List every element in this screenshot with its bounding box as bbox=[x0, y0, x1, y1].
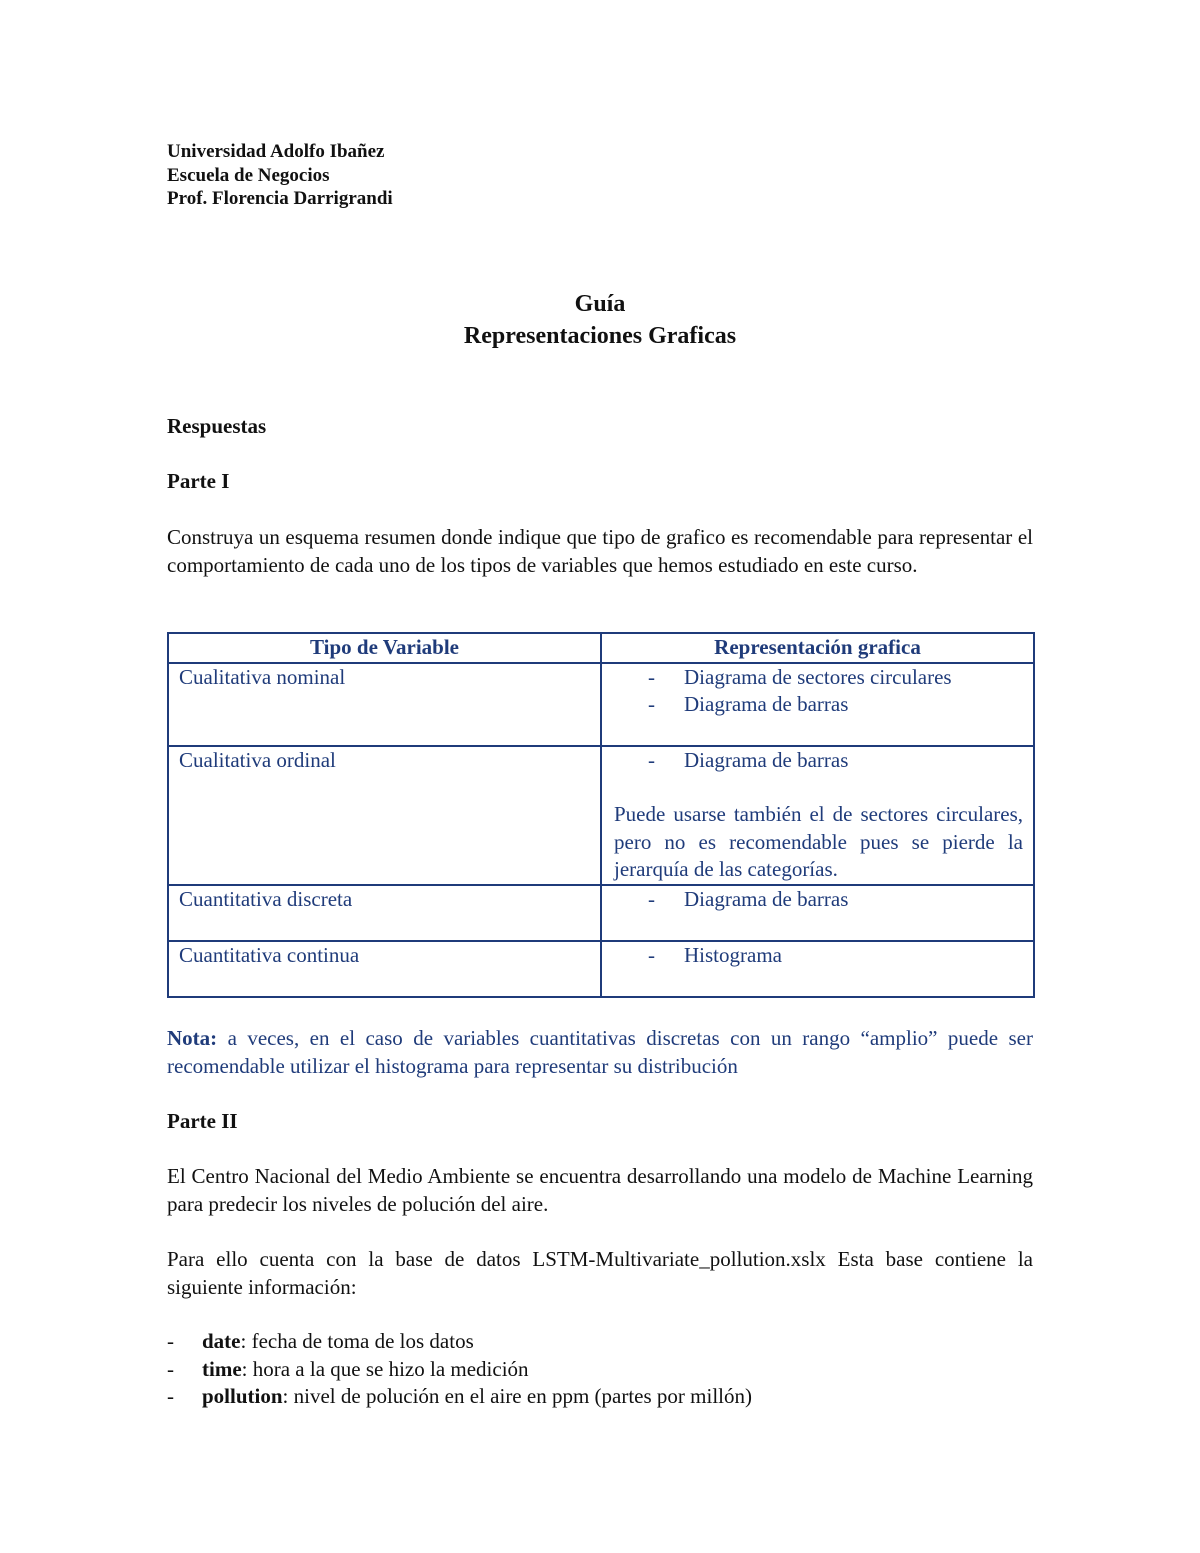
respuestas-heading: Respuestas bbox=[167, 414, 267, 438]
list-item: - Diagrama de barras bbox=[648, 886, 849, 911]
list-item: - Histograma bbox=[648, 942, 782, 967]
university-name: Universidad Adolfo Ibañez bbox=[167, 141, 385, 162]
parte-2-paragraph-2: Para ello cuenta con la base de datos LSTM-Multivariate_pollution.xslx Esta base contiene la siguiente información: bbox=[167, 1247, 1033, 1299]
term-date: date bbox=[202, 1329, 241, 1353]
representation-cell bbox=[601, 885, 1034, 941]
professor-name: Prof. Florencia Darrigrandi bbox=[167, 188, 393, 209]
variable-type-cell: Cuantitativa discreta bbox=[168, 885, 601, 941]
nota-text: a veces, en el caso de variables cuantitativas discretas con un rango “amplio” puede ser recomendable utilizar el histograma para representar su distribución bbox=[167, 1026, 1033, 1078]
column-header-representation: Representación grafica bbox=[601, 633, 1034, 663]
ordinal-note: Puede usarse también el de sectores circulares, pero no es recomendable pues se pierde la jerarquía de las categorías. bbox=[614, 802, 1023, 881]
variable-representation-table bbox=[167, 632, 1035, 998]
list-item: - pollution: nivel de polución en el aire en ppm (partes por millón) bbox=[167, 1384, 752, 1408]
variable-type-cell: Cualitativa nominal bbox=[168, 663, 601, 746]
list-item: - Diagrama de sectores circulares bbox=[648, 664, 952, 689]
title-line-2: Representaciones Graficas bbox=[463, 323, 737, 349]
nota-label: Nota: bbox=[167, 1026, 218, 1050]
table-row bbox=[168, 746, 1034, 885]
variable-type-cell: Cualitativa ordinal bbox=[168, 746, 601, 885]
list-item: - Diagrama de barras bbox=[648, 692, 849, 716]
representation-cell bbox=[601, 746, 1034, 885]
parte-1-prompt: Construya un esquema resumen donde indique que tipo de grafico es recomendable para representar el comportamiento de cada uno de los tipos de variables que hemos estudiado en este curso. bbox=[167, 525, 1033, 577]
representation-cell bbox=[601, 663, 1034, 746]
school-name: Escuela de Negocios bbox=[167, 164, 330, 186]
list-item: - date: fecha de toma de los datos bbox=[167, 1329, 474, 1353]
table-row bbox=[168, 885, 1034, 941]
term-pollution: pollution bbox=[202, 1384, 283, 1408]
title-line-1: Guía bbox=[574, 291, 626, 317]
list-item: - Diagrama de barras bbox=[648, 747, 849, 772]
nota-paragraph bbox=[167, 1025, 1033, 1080]
representation-cell bbox=[601, 941, 1034, 997]
column-header-type: Tipo de Variable bbox=[168, 633, 601, 663]
parte-2-heading: Parte II bbox=[167, 1109, 238, 1133]
variables-list bbox=[167, 1328, 752, 1411]
table-header-row bbox=[168, 633, 1034, 663]
parte-2-paragraph-1: El Centro Nacional del Medio Ambiente se encuentra desarrollando una modelo de Machine Learning para predecir los niveles de polución del aire. bbox=[167, 1164, 1033, 1216]
table-row bbox=[168, 941, 1034, 997]
parte-1-heading: Parte I bbox=[167, 469, 230, 493]
table-row bbox=[168, 663, 1034, 746]
term-time: time bbox=[202, 1356, 242, 1381]
list-item: - time: hora a la que se hizo la medición bbox=[167, 1356, 529, 1381]
variable-type-cell: Cuantitativa continua bbox=[168, 941, 601, 997]
header-block bbox=[167, 140, 393, 211]
